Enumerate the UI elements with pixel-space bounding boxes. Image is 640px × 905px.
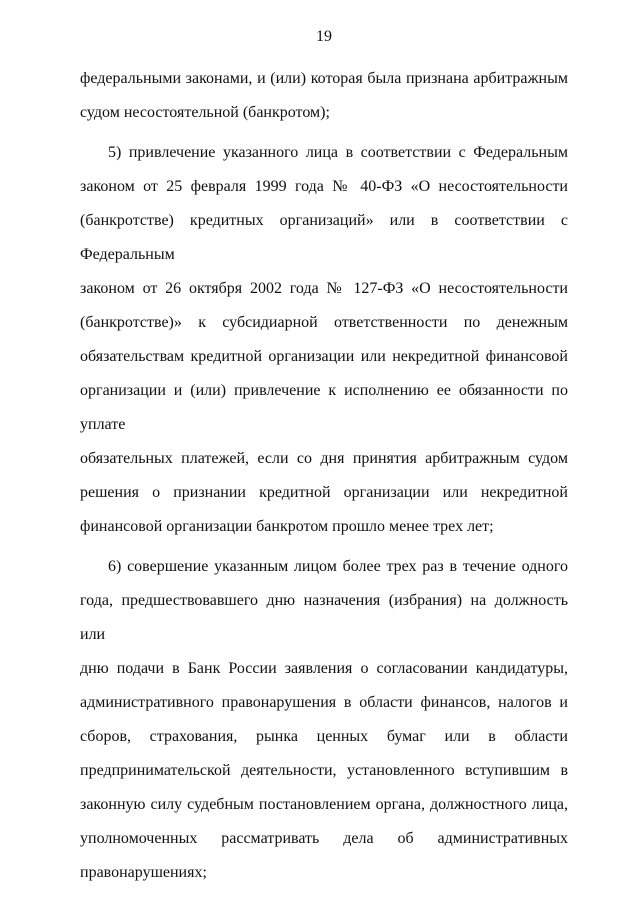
text-line: правонарушениях; — [80, 864, 207, 881]
text-line: (банкротстве)» к субсидиарной ответственности по денежным — [80, 314, 568, 331]
text-line: законом от 25 февраля 1999 года № 40-ФЗ «О несостоятельности — [80, 178, 568, 195]
text-line: федеральными законами, и (или) которая была признана арбитражным — [80, 70, 568, 87]
text-line: организации и (или) привлечение к исполнению ее обязанности по уплате — [80, 382, 568, 433]
text-line: обязательных платежей, если со дня принятия арбитражным судом — [80, 450, 568, 467]
text-line: предпринимательской деятельности, установленного вступившим в — [80, 762, 568, 779]
text-line: административного правонарушения в области финансов, налогов и — [80, 694, 568, 711]
text-line: сборов, страхования, рынка ценных бумаг или в области — [80, 728, 568, 745]
text-line: (банкротстве) кредитных организаций» или в соответствии с Федеральным — [80, 212, 568, 263]
text-line: законом от 26 октября 2002 года № 127-ФЗ «О несостоятельности — [80, 280, 568, 297]
text-line: обязательствам кредитной организации или некредитной финансовой — [80, 348, 568, 365]
paragraph — [80, 62, 568, 130]
text-line: года, предшествовавшего дню назначения (избрания) на должность или — [80, 592, 568, 643]
text-line: решения о признании кредитной организации или некредитной — [80, 484, 568, 501]
text-line: 6) совершение указанным лицом более трех раз в течение одного — [108, 558, 568, 575]
paragraph — [80, 550, 568, 890]
text-line: 5) привлечение указанного лица в соответствии с Федеральным — [108, 144, 568, 161]
text-line: дню подачи в Банк России заявления о согласовании кандидатуры, — [80, 660, 568, 677]
text-line: финансовой организации банкротом прошло менее трех лет; — [80, 518, 494, 535]
document-body — [80, 62, 568, 890]
paragraph — [80, 136, 568, 544]
page-number: 19 — [316, 28, 332, 45]
text-line: законную силу судебным постановлением органа, должностного лица, — [80, 796, 568, 813]
text-line: судом несостоятельной (банкротом); — [80, 104, 330, 121]
text-line: уполномоченных рассматривать дела об административных — [80, 830, 568, 847]
